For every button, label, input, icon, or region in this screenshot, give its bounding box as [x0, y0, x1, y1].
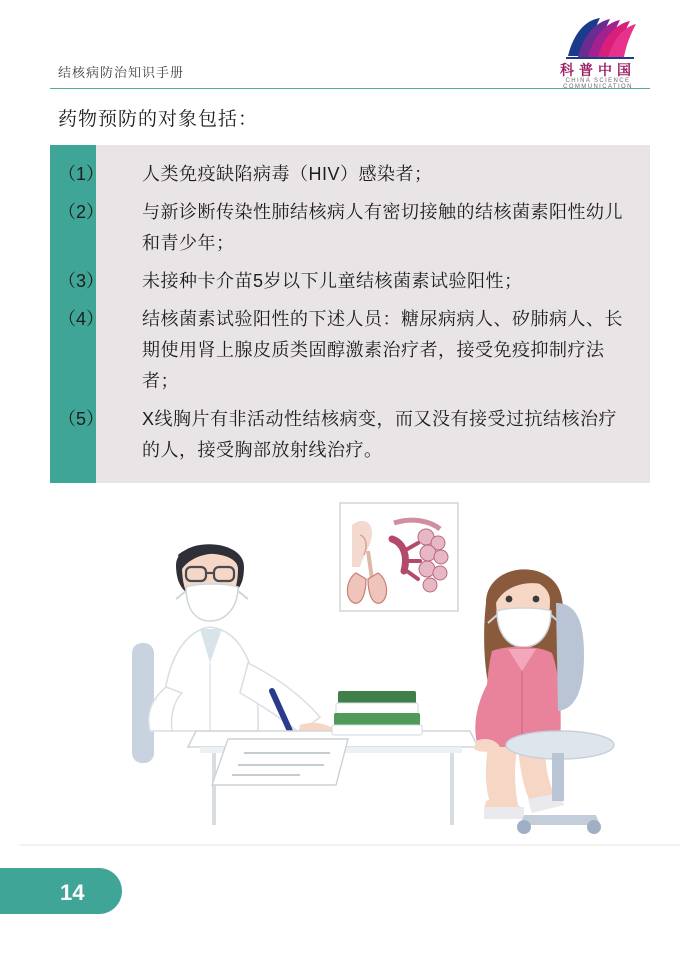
list-item-number: （1） [58, 164, 105, 184]
list-item [50, 197, 650, 259]
logo-chinese-text: 科普中国 [560, 62, 636, 78]
page-number: 14 [60, 880, 85, 905]
prevention-target-list [50, 145, 650, 483]
doctor-chair [132, 643, 154, 763]
list-item-text: 人类免疫缺陷病毒（HIV）感染者； [142, 164, 433, 184]
section-intro-text: 药物预防的对象包括： [58, 109, 259, 130]
doctor-consulting-patient-illustration [0, 495, 700, 855]
fan-wing-logo-mark-icon [560, 16, 638, 60]
lung-anatomy-inset [340, 503, 458, 611]
patient-eye [506, 596, 513, 603]
list-item [50, 159, 650, 190]
doctor-figure [149, 544, 334, 737]
doctor-face-mask [186, 584, 238, 621]
patient-eye [533, 596, 540, 603]
list-item [50, 266, 650, 297]
list-item-number: （4） [58, 309, 105, 329]
book-title: 结核病防治知识手册 [58, 65, 185, 80]
page-header [0, 0, 700, 92]
list-item-number: （5） [58, 409, 105, 429]
patient-shoe [484, 807, 524, 819]
list-item [50, 404, 650, 466]
logo-english-text: CHINA SCIENCE COMMUNICATION [563, 78, 633, 90]
list-item-number: （2） [58, 202, 105, 222]
list-item-text: X线胸片有非活动性结核病变，而又没有接受过抗结核治疗的人，接受胸部放射线治疗。 [142, 409, 618, 460]
list-item [50, 304, 650, 397]
book-stack [332, 691, 422, 735]
list-item-text: 与新诊断传染性肺结核病人有密切接触的结核菌素阳性幼儿和青少年； [142, 202, 623, 253]
medical-record-papers [212, 739, 348, 785]
patient-figure [474, 569, 565, 819]
publisher-logo [538, 16, 658, 88]
list-item-text: 未接种卡介苗5岁以下儿童结核菌素试验阳性； [142, 271, 523, 291]
list-item-text: 结核菌素试验阳性的下述人员：糖尿病病人、矽肺病人、长期使用肾上腺皮质类固醇激素治疗者，接受免疫抑制疗法者； [142, 309, 623, 391]
list-item-number: （3） [58, 271, 105, 291]
prevention-target-list-panel [50, 145, 650, 483]
